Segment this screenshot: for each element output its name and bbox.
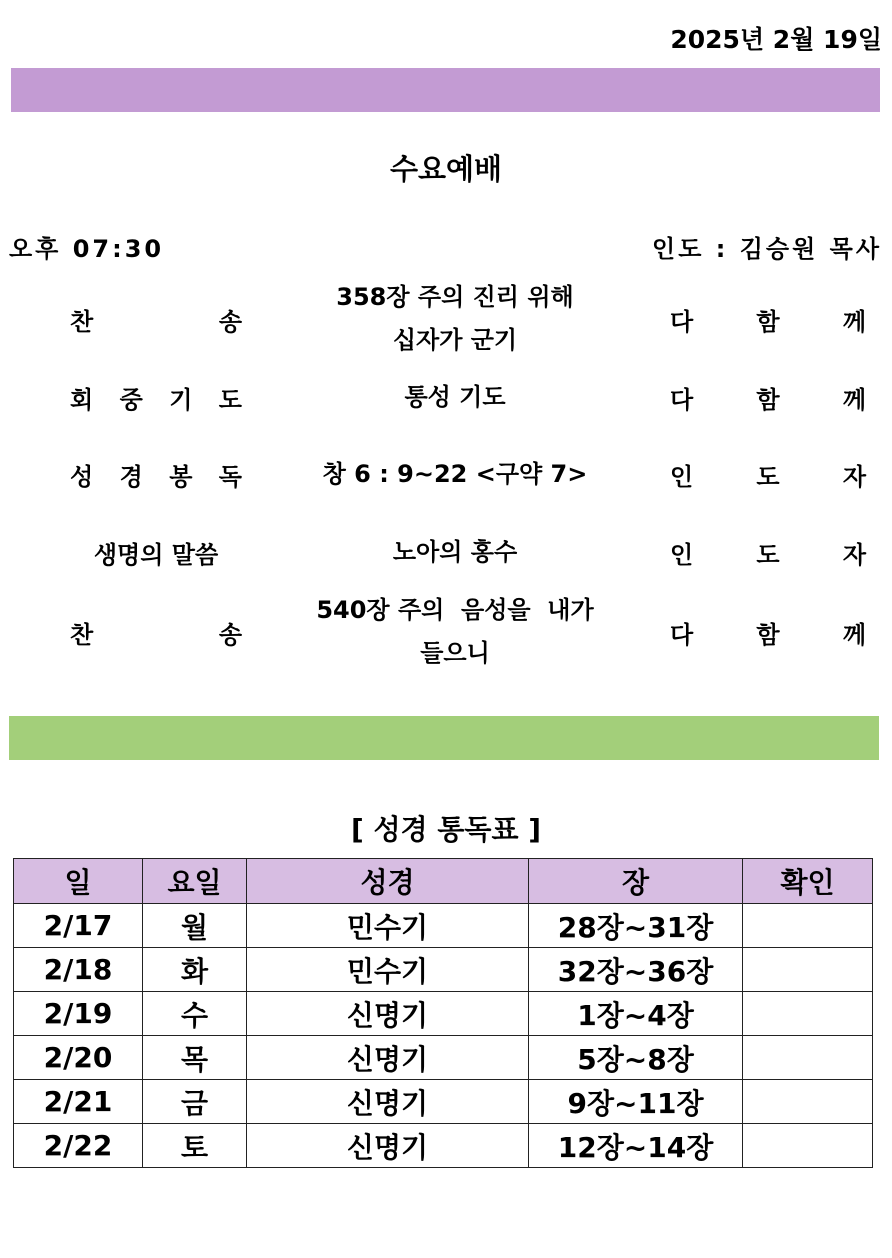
order-role-char: 경 (119, 463, 143, 491)
order-who (670, 275, 866, 363)
order-role (70, 525, 242, 580)
table-cell: 신명기 (247, 1080, 529, 1124)
order-content (290, 275, 620, 363)
order-content-line: 통성 기도 (404, 383, 506, 411)
order-who-char: 다 (670, 620, 694, 649)
table-cell: 1장~4장 (529, 992, 743, 1036)
order-who (670, 447, 866, 502)
table-cell: 12장~14장 (529, 1124, 743, 1168)
order-who-char: 함 (756, 386, 780, 414)
bulletin-date: 2025년 2월 19일 (670, 25, 882, 54)
order-role-char: 찬 (70, 307, 94, 336)
table-header-cell: 확인 (743, 859, 873, 904)
order-who (670, 588, 866, 676)
table-header-cell: 장 (529, 859, 743, 904)
order-who-char: 도 (756, 541, 780, 569)
order-who-char: 께 (842, 620, 866, 649)
table-header-row (14, 859, 873, 904)
table-cell: 목 (143, 1036, 247, 1080)
table-cell: 월 (143, 904, 247, 948)
purple-divider-bar (11, 68, 880, 112)
order-role-char: 찬 (70, 620, 94, 649)
table-cell: 민수기 (247, 904, 529, 948)
order-role (70, 275, 242, 363)
check-cell (743, 1124, 873, 1168)
table-cell: 수 (143, 992, 247, 1036)
check-cell (743, 1036, 873, 1080)
order-content-line: 들으니 (420, 639, 490, 667)
order-who-char: 께 (842, 307, 866, 336)
table-header-cell: 요일 (143, 859, 247, 904)
order-content (290, 588, 620, 676)
order-row (0, 275, 892, 363)
reading-plan-title: [ 성경 통독표 ] (350, 813, 542, 846)
order-who-char: 께 (842, 386, 866, 414)
table-row (14, 992, 873, 1036)
order-content-lines (323, 453, 588, 496)
order-role (70, 588, 242, 676)
order-who-char: 자 (842, 463, 866, 491)
order-role (70, 370, 242, 425)
order-who (670, 525, 866, 580)
table-header-cell: 일 (14, 859, 143, 904)
table-cell: 신명기 (247, 1036, 529, 1080)
table-cell: 2/17 (14, 904, 143, 948)
table-cell: 민수기 (247, 948, 529, 992)
order-role-char: 도 (218, 386, 242, 414)
table-cell: 토 (143, 1124, 247, 1168)
order-row (0, 588, 892, 676)
check-cell (743, 904, 873, 948)
order-who-char: 인 (670, 541, 694, 569)
table-cell: 2/22 (14, 1124, 143, 1168)
order-content (290, 447, 620, 502)
table-cell: 금 (143, 1080, 247, 1124)
table-cell: 2/18 (14, 948, 143, 992)
order-content-line: 540장 주의 음성을 내가 (316, 596, 594, 624)
order-content-lines (316, 589, 593, 675)
order-who-char: 인 (670, 463, 694, 491)
check-cell (743, 1080, 873, 1124)
table-header-cell: 성경 (247, 859, 529, 904)
table-cell: 9장~11장 (529, 1080, 743, 1124)
order-role-char: 봉 (169, 463, 193, 491)
table-cell: 신명기 (247, 1124, 529, 1168)
order-role-char: 회 (70, 386, 94, 414)
order-content-lines (336, 276, 573, 362)
service-leader: 인도 : 김승원 목사 (652, 235, 882, 263)
table-row (14, 1080, 873, 1124)
check-cell (743, 992, 873, 1036)
service-time: 오후 07:30 (9, 235, 165, 263)
table-cell: 5장~8장 (529, 1036, 743, 1080)
table-cell: 화 (143, 948, 247, 992)
order-content-lines (404, 376, 505, 419)
order-role-char: 송 (218, 620, 242, 649)
table-row (14, 904, 873, 948)
table-row (14, 1124, 873, 1168)
order-who-char: 도 (756, 463, 780, 491)
order-who (670, 370, 866, 425)
order-who-char: 자 (842, 541, 866, 569)
order-content-lines (393, 531, 517, 574)
order-row (0, 370, 892, 425)
order-role-char: 기 (169, 386, 193, 414)
order-role (70, 447, 242, 502)
order-who-char: 함 (756, 620, 780, 649)
order-content-line: 358장 주의 진리 위해 (336, 283, 574, 311)
order-role-text: 생명의 말씀 (93, 541, 219, 569)
table-cell: 신명기 (247, 992, 529, 1036)
order-content (290, 525, 620, 580)
order-role-char: 송 (218, 307, 242, 336)
table-row (14, 1036, 873, 1080)
order-row (0, 447, 892, 502)
order-who-char: 함 (756, 307, 780, 336)
order-content-line: 노아의 홍수 (392, 538, 518, 566)
order-content-line: 창 6 : 9~22 <구약 7> (322, 460, 588, 488)
order-role-char: 독 (218, 463, 242, 491)
order-row (0, 525, 892, 580)
table-cell: 2/21 (14, 1080, 143, 1124)
order-content-line: 십자가 군기 (392, 326, 518, 354)
table-body (14, 904, 873, 1168)
service-title: 수요예배 (389, 152, 503, 186)
table-cell: 2/19 (14, 992, 143, 1036)
table-cell: 28장~31장 (529, 904, 743, 948)
order-role-char: 중 (119, 386, 143, 414)
order-content (290, 370, 620, 425)
order-who-char: 다 (670, 307, 694, 336)
reading-plan-table (13, 858, 873, 1168)
table-cell: 32장~36장 (529, 948, 743, 992)
table-row (14, 948, 873, 992)
table-cell: 2/20 (14, 1036, 143, 1080)
green-divider-bar (9, 716, 879, 760)
check-cell (743, 948, 873, 992)
order-who-char: 다 (670, 386, 694, 414)
order-role-char: 성 (70, 463, 94, 491)
